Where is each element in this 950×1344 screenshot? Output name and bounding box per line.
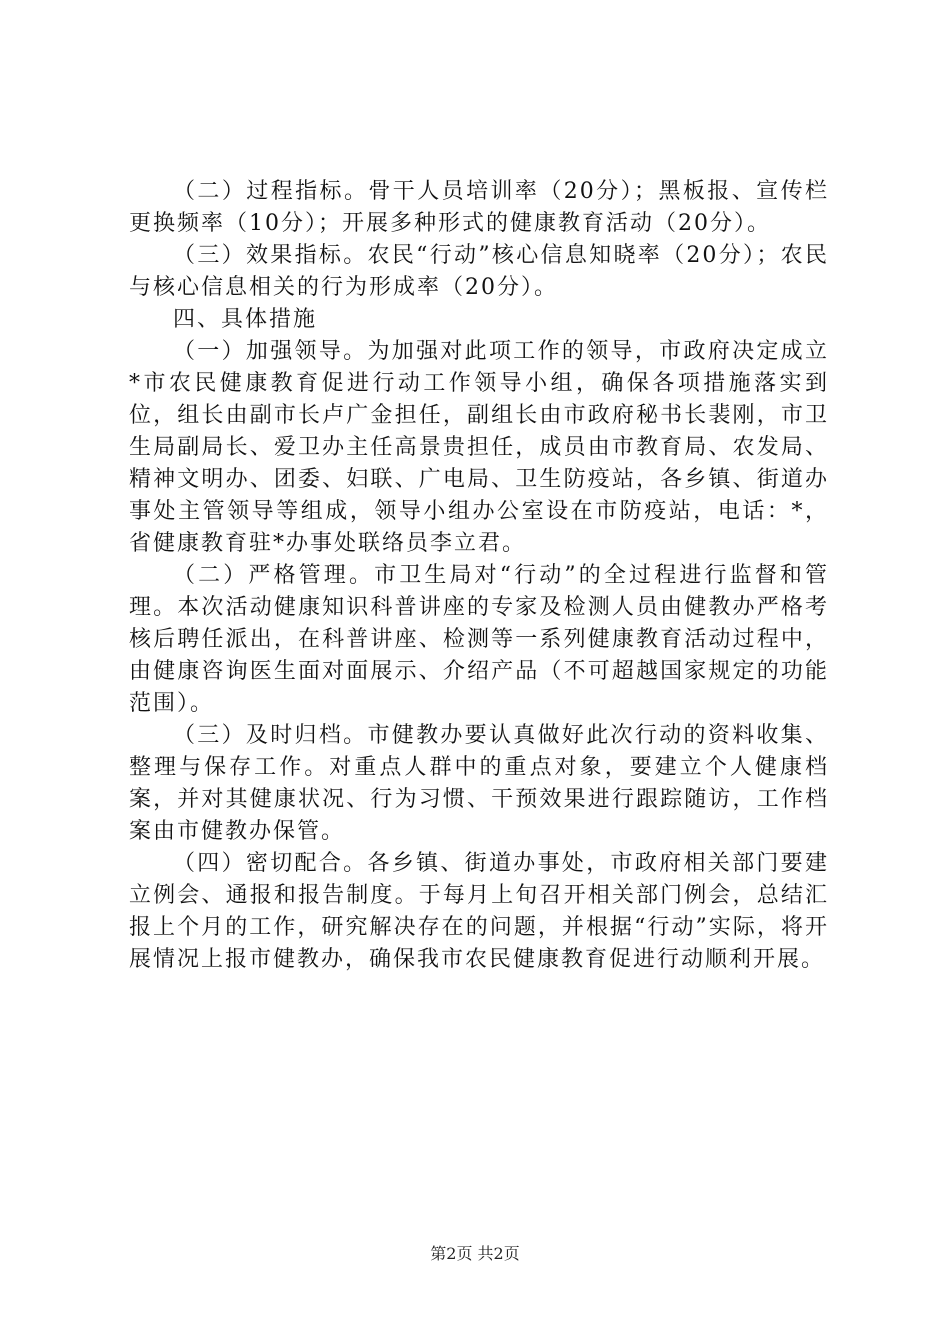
paragraph-effect-indicators: （三）效果指标。农民“行动”核心信息知晓率（20分）；农民与核心信息相关的行为形成率（20分）。 xyxy=(129,243,829,300)
page-footer xyxy=(0,1244,950,1264)
paragraph-close-cooperation: （四）密切配合。各乡镇、街道办事处，市政府相关部门要建立例会、通报和报告制度。于每月上旬召开相关部门例会，总结汇报上个月的工作，研究解决存在的问题，并根据“行动”实际，将开展情况上报市健教办，确保我市农民健康教育促进行动顺利开展。 xyxy=(129,851,829,972)
document-body xyxy=(129,176,829,976)
paragraph-timely-archiving: （三）及时归档。市健教办要认真做好此次行动的资料收集、整理与保存工作。对重点人群中的重点对象，要建立个人健康档案，并对其健康状况、行为习惯、干预效果进行跟踪随访，工作档案由市健教办保管。 xyxy=(129,723,829,844)
paragraph-strengthen-leadership: （一）加强领导。为加强对此项工作的领导，市政府决定成立*市农民健康教育促进行动工作领导小组，确保各项措施落实到位，组长由副市长卢广金担任，副组长由市政府秘书长裴刚，市卫生局副局长、爱卫办主任高景贵担任，成员由市教育局、农发局、精神文明办、团委、妇联、广电局、卫生防疫站，各乡镇、街道办事处主管领导等组成，领导小组办公室设在市防疫站，电话：*，省健康教育驻*办事处联络员李立君。 xyxy=(129,339,829,556)
paragraph-process-indicators: （二）过程指标。骨干人员培训率（20分）；黑板报、宣传栏更换频率（10分）；开展多种形式的健康教育活动（20分）。 xyxy=(129,179,829,236)
page-number-label: 第2页 共2页 xyxy=(430,1244,520,1263)
paragraph-strict-management: （二）严格管理。市卫生局对“行动”的全过程进行监督和管理。本次活动健康知识科普讲座的专家及检测人员由健教办严格考核后聘任派出，在科普讲座、检测等一系列健康教育活动过程中，由健康咨询医生面对面展示、介绍产品（不可超越国家规定的功能范围）。 xyxy=(129,563,829,716)
section-heading-measures: 四、具体措施 xyxy=(173,307,318,332)
